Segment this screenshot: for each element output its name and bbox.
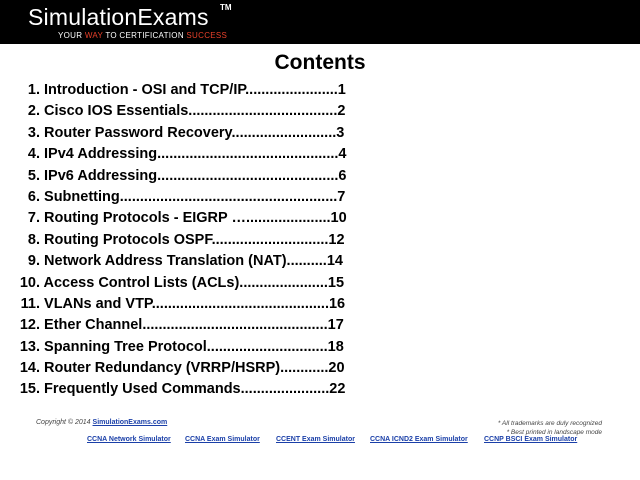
product-link-ccent-exam-simulator[interactable]: CCENT Exam Simulator [276,436,355,443]
toc-entry [18,123,344,144]
toc-item [0,123,640,144]
toc-item [0,166,640,187]
toc-entry [18,187,345,208]
toc-entry [18,230,345,251]
toc-number: 5. [27,167,40,184]
toc-title: IPv6 Addressing.............................................6 [44,167,347,184]
tagline-part-3: TO CERTIFICATION [102,31,187,40]
toc-number: 10. [19,274,40,291]
toc-entry [8,273,344,294]
toc-title: IPv4 Addressing.............................................4 [44,146,347,163]
toc-entry [8,315,344,336]
toc-item [0,315,640,336]
toc-item [0,208,640,229]
toc-title: Router Password Recovery..........................3 [44,124,345,141]
toc-title: Network Address Translation (NAT)..........14 [44,253,343,270]
toc-title: Routing Protocols OSPF.............................12 [44,231,345,248]
toc-item [0,294,640,315]
toc-entry [18,166,346,187]
product-link-ccna-exam-simulator[interactable]: CCNA Exam Simulator [185,436,260,443]
toc-item [0,358,640,379]
toc-item [0,230,640,251]
toc-title: Subnetting......................................................7 [44,188,346,205]
toc-number: 12. [19,317,40,334]
toc-title: Spanning Tree Protocol..............................18 [44,338,344,355]
toc-number: 14. [19,360,40,377]
toc-item [0,187,640,208]
toc-number: 13. [19,338,40,355]
toc-title: Introduction - OSI and TCP/IP.......................1 [44,82,346,98]
copyright-text: Copyright © 2014 [36,419,93,426]
toc-item [0,379,640,400]
toc-item [0,273,640,294]
toc-number: 7. [27,210,40,227]
toc-title: Router Redundancy (VRRP/HSRP)............20 [44,360,345,377]
toc-entry [18,80,346,101]
product-link-ccnp-bsci-exam-simulator[interactable]: CCNP BSCI Exam Simulator [484,436,578,443]
toc-entry [18,251,343,272]
toc-title: Frequently Used Commands......................22 [44,381,346,398]
toc-entry [18,208,347,229]
toc-entry [18,101,345,122]
toc-number: 11. [20,295,40,312]
copyright-notice [36,419,167,426]
toc-item [0,144,640,165]
toc-title: Access Control Lists (ACLs)......................15 [43,274,345,291]
footer-notes [498,419,602,437]
product-link-ccna-network-simulator[interactable]: CCNA Network Simulator [87,436,171,443]
toc-item [0,101,640,122]
toc-number: 9. [27,253,40,270]
toc-number: 2. [27,103,40,120]
product-links [0,436,640,448]
tagline-part-1: YOUR [58,31,85,40]
toc-number: 1. [27,82,40,98]
toc-entry [18,144,346,165]
tagline [58,31,227,40]
toc-number: 6. [27,188,40,205]
toc-item [0,251,640,272]
tagline-part-2: WAY [84,31,103,40]
brand-logo-text: SimulationExams [28,4,209,30]
toc-number: 15. [19,381,40,398]
print-note: * Best printed in landscape mode [506,429,602,436]
toc-entry [8,379,345,400]
toc-number: 3. [27,124,40,141]
table-of-contents [0,80,640,401]
toc-entry [8,337,344,358]
trademark-mark: TM [220,3,232,12]
page-title: Contents [274,51,366,74]
site-link[interactable]: SimulationExams.com [92,419,168,426]
toc-entry [8,294,345,315]
trademark-note: * All trademarks are duly recognized [497,420,602,427]
toc-item [0,80,640,101]
toc-title: Routing Protocols - EIGRP ….....................10 [44,210,347,227]
toc-title: Ether Channel..............................................17 [44,317,344,334]
toc-title: VLANs and VTP............................................16 [44,295,346,312]
toc-number: 8. [27,231,40,248]
product-link-ccna-icnd2-exam-simulator[interactable]: CCNA ICND2 Exam Simulator [370,436,468,443]
toc-title: Cisco IOS Essentials.....................................2 [44,103,346,120]
toc-number: 4. [27,146,40,163]
toc-entry [8,358,345,379]
header-bar [0,0,640,44]
toc-item [0,337,640,358]
tagline-part-4: SUCCESS [186,31,228,40]
